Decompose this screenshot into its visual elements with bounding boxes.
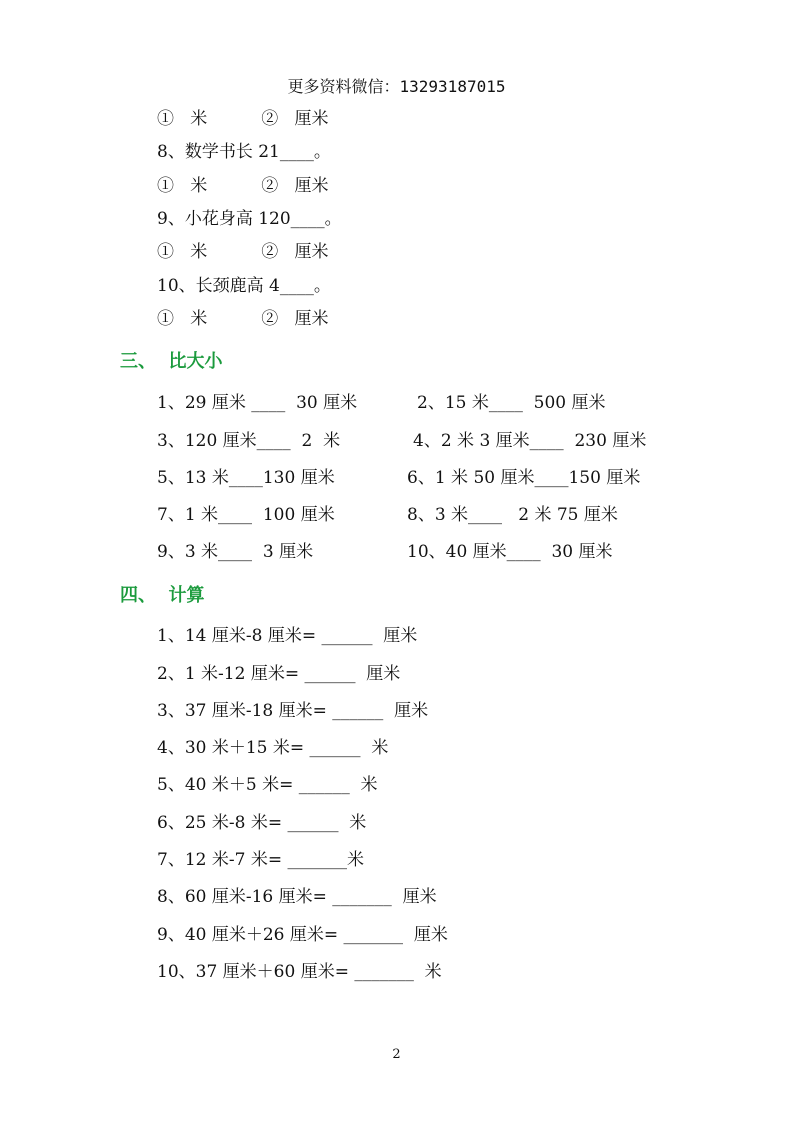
compare-item: 6、1 米 50 厘米____150 厘米 — [407, 468, 641, 488]
compare-item: 8、3 米____ 2 米 75 厘米 — [407, 505, 618, 525]
compare-item: 7、1 米____ 100 厘米 — [157, 505, 335, 525]
compare-item: 10、40 厘米____ 30 厘米 — [407, 542, 613, 562]
question-line: 8、数学书长 21____。 — [157, 142, 331, 162]
calc-item: 4、30 米＋15 米= ______ 米 — [157, 738, 389, 758]
calc-item: 1、14 厘米-8 厘米= ______ 厘米 — [157, 626, 418, 646]
compare-item: 1、29 厘米 ____ 30 厘米 — [157, 393, 358, 413]
calc-item: 5、40 米＋5 米= ______ 米 — [157, 775, 378, 795]
section-title-compare: 三、 比大小 — [120, 351, 223, 372]
calc-item: 9、40 厘米＋26 厘米= _______ 厘米 — [157, 925, 448, 945]
choice-line: ① 米 ② 厘米 — [157, 176, 329, 196]
page-number: 2 — [392, 1047, 401, 1062]
calc-item: 6、25 米-8 米= ______ 米 — [157, 813, 367, 833]
compare-item: 4、2 米 3 厘米____ 230 厘米 — [413, 431, 647, 451]
compare-item: 5、13 米____130 厘米 — [157, 468, 335, 488]
question-line: 10、长颈鹿高 4____。 — [157, 276, 331, 296]
calc-item: 10、37 厘米＋60 厘米= _______ 米 — [157, 962, 442, 982]
compare-item: 2、15 米____ 500 厘米 — [417, 393, 606, 413]
calc-item: 7、12 米-7 米= _______米 — [157, 850, 364, 870]
choice-line: ① 米 ② 厘米 — [157, 109, 329, 129]
page-header: 更多资料微信：13293187015 — [287, 77, 506, 96]
question-line: 9、小花身高 120____。 — [157, 209, 342, 229]
calc-item: 2、1 米-12 厘米= ______ 厘米 — [157, 664, 401, 684]
calc-item: 8、60 厘米-16 厘米= _______ 厘米 — [157, 887, 437, 907]
section-title-calc: 四、 计算 — [120, 585, 205, 606]
calc-item: 3、37 厘米-18 厘米= ______ 厘米 — [157, 701, 429, 721]
choice-line: ① 米 ② 厘米 — [157, 242, 329, 262]
compare-item: 9、3 米____ 3 厘米 — [157, 542, 314, 562]
choice-line: ① 米 ② 厘米 — [157, 309, 329, 329]
compare-item: 3、120 厘米____ 2 米 — [157, 431, 341, 451]
